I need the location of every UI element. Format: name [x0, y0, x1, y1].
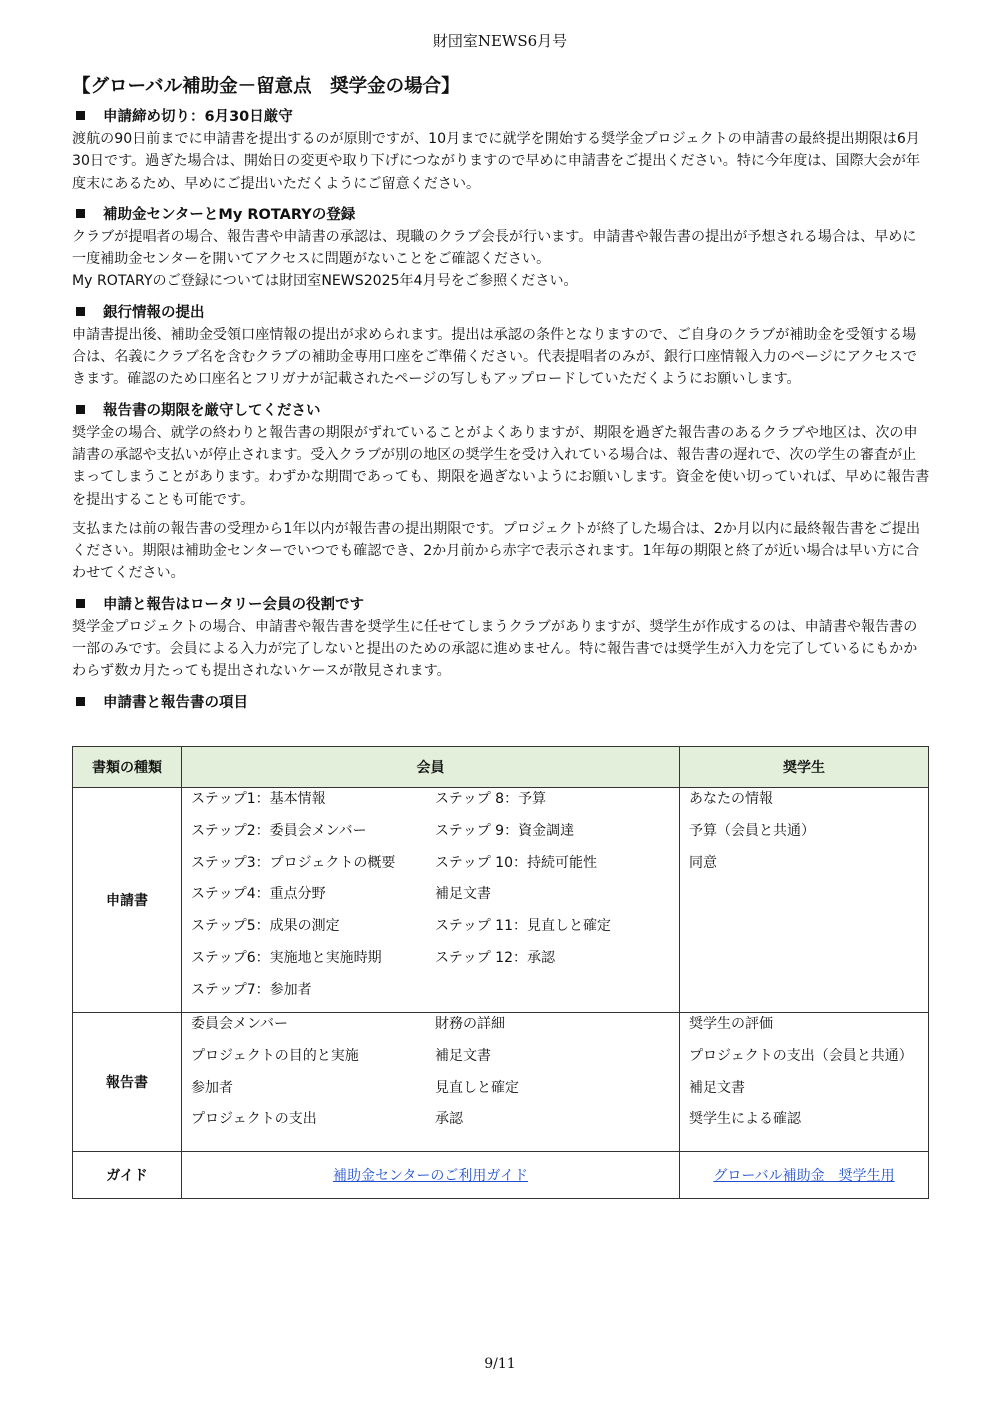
- section-report-deadline: [72, 400, 930, 585]
- table-row-report: [73, 1013, 929, 1152]
- square-bullet-icon: [76, 599, 85, 608]
- member-guide-cell: [182, 1152, 680, 1199]
- list-item: 参加者: [191, 1079, 233, 1096]
- section-paragraph: クラブが提唱者の場合、報告書や申請書の承認は、現職のクラブ会長が行います。申請書や報告書の提出が予想される場合は、早めに一度補助金センターを開いてアクセスに問題がないことをご確認ください。: [72, 228, 917, 268]
- table-row-application: [73, 788, 929, 1013]
- table-header-row: [73, 747, 929, 788]
- main-content: [72, 106, 930, 723]
- list-item: あなたの情報: [689, 791, 773, 807]
- member-items-cell: [182, 1013, 680, 1152]
- list-item: ステップ 10：持続可能性: [435, 854, 597, 871]
- section-heading: 補助金センターとMy ROTARYの登録: [72, 204, 930, 226]
- square-bullet-icon: [76, 405, 85, 414]
- member-items-col2: [435, 788, 679, 1011]
- member-items-col1: [191, 788, 435, 1011]
- list-item: ステップ4：重点分野: [191, 886, 326, 903]
- square-bullet-icon: [76, 111, 85, 120]
- member-guide-link[interactable]: 補助金センターのご利用ガイド: [332, 1168, 529, 1184]
- items-table: [72, 746, 929, 1199]
- section-bank-info: [72, 302, 930, 391]
- section-paragraph: 奨学金プロジェクトの場合、申請書や報告書を奨学生に任せてしまうクラブがありますが、奨学生が作成するのは、申請書や報告書の一部のみです。会員による入力が完了しないと提出のための承認に進めません。特に報告書では奨学生が入力を完了しているにもかかわらず数カ月たっても提出されないケースが散見されます。: [72, 618, 918, 680]
- list-item: 承認: [435, 1111, 463, 1128]
- section-paragraph: 奨学金の場合、就学の終わりと報告書の期限がずれていることがよくありますが、期限を過ぎた報告書のあるクラブや地区は、次の申請書の承認や支払いが停止されます。受入クラブが別の地区の奨学生を受け入れている場合は、報告書の遅れで、次の学生の審査が止まってしまうことがあります。わずかな期間であっても、期限を過ぎないようにお願いします。資金を使い切っていれば、早めに報告書を提出することも可能です。: [72, 424, 930, 508]
- list-item: ステップ6：実施地と実施時期: [191, 949, 382, 966]
- list-item: 補足文書: [435, 886, 491, 903]
- scholar-items-cell: [680, 1013, 929, 1152]
- list-item: ステップ 9：資金調達: [435, 822, 575, 839]
- scholar-guide-cell: [680, 1152, 929, 1199]
- list-item: 補足文書: [435, 1047, 491, 1064]
- table-header-member: 会員: [182, 747, 680, 788]
- list-item: 同意: [689, 854, 717, 871]
- section-heading: 銀行情報の提出: [72, 302, 930, 324]
- square-bullet-icon: [76, 209, 85, 218]
- row-label: 報告書: [73, 1013, 182, 1152]
- page-header: 財団室NEWS6月号: [432, 32, 568, 50]
- section-heading: 申請締め切り：6月30日厳守: [72, 106, 930, 128]
- section-paragraph: 申請書提出後、補助金受領口座情報の提出が求められます。提出は承認の条件となりますので、ご自身のクラブが補助金を受領する場合は、名義にクラブ名を含むクラブの補助金専用口座をご準備ください。代表提唱者のみが、銀行口座情報入力のページにアクセスできます。確認のため口座名とフリガナが記載されたページの写しもアップロードしていただくようにお願いします。: [72, 326, 917, 388]
- list-item: ステップ 11：見直しと確定: [435, 918, 611, 935]
- list-item: プロジェクトの目的と実施: [191, 1047, 359, 1064]
- row-label: 申請書: [73, 788, 182, 1013]
- page-title: 【グローバル補助金－留意点 奨学金の場合】: [72, 76, 460, 97]
- list-item: 奨学生による確認: [689, 1111, 801, 1128]
- member-items-col1: [191, 1013, 435, 1140]
- table-row-guide: [73, 1152, 929, 1199]
- section-heading: 報告書の期限を厳守してください: [72, 400, 930, 422]
- member-items-col2: [435, 1013, 679, 1140]
- section-deadline: [72, 106, 930, 195]
- scholar-items-cell: [680, 788, 929, 1013]
- square-bullet-icon: [76, 307, 85, 316]
- member-items-cell: [182, 788, 680, 1013]
- list-item: ステップ5：成果の測定: [191, 918, 340, 935]
- list-item: 予算（会員と共通）: [689, 822, 815, 839]
- list-item: 財務の詳細: [435, 1016, 505, 1032]
- list-item: 奨学生の評価: [689, 1016, 773, 1032]
- section-registration: [72, 204, 930, 293]
- list-item: ステップ7：参加者: [191, 981, 312, 998]
- section-paragraph: My ROTARYのご登録については財団室NEWS2025年4月号をご参照ください。: [72, 273, 578, 290]
- table-header-doc-type: 書類の種類: [73, 747, 182, 788]
- list-item: ステップ1：基本情報: [191, 791, 326, 807]
- list-item: プロジェクトの支出: [191, 1111, 317, 1128]
- list-item: 委員会メンバー: [191, 1016, 289, 1032]
- section-paragraph: 渡航の90日前までに申請書を提出するのが原則ですが、10月までに就学を開始する奨学金プロジェクトの申請書の最終提出期限は6月30日です。過ぎた場合は、開始日の変更や取り下げにつながりますので早めに申請書をご提出ください。特に今年度は、国際大会が年度末にあるため、早めにご提出いただくようにご留意ください。: [72, 131, 921, 192]
- table-header-scholar: 奨学生: [680, 747, 929, 788]
- list-item: 補足文書: [689, 1079, 745, 1096]
- list-item: ステップ2：委員会メンバー: [191, 822, 367, 839]
- list-item: 見直しと確定: [435, 1079, 519, 1096]
- list-item: プロジェクトの支出（会員と共通）: [689, 1047, 913, 1064]
- section-paragraph: 支払または前の報告書の受理から1年以内が報告書の提出期限です。プロジェクトが終了した場合は、2か月以内に最終報告書をご提出ください。期限は補助金センターでいつでも確認でき、2か月前から赤字で表示されます。1年毎の期限と終了が近い場合は早い方に合わせてください。: [72, 520, 921, 582]
- section-member-role: [72, 594, 930, 683]
- section-items: [72, 692, 930, 714]
- row-label: ガイド: [73, 1152, 182, 1199]
- list-item: ステップ 12：承認: [435, 949, 555, 966]
- square-bullet-icon: [76, 697, 85, 706]
- list-item: ステップ3：プロジェクトの概要: [191, 854, 396, 871]
- list-item: ステップ 8：予算: [435, 791, 547, 807]
- scholar-guide-link[interactable]: グローバル補助金 奨学生用: [713, 1168, 895, 1184]
- section-heading: 申請と報告はロータリー会員の役割です: [72, 594, 930, 616]
- page-number: 9/11: [484, 1356, 516, 1372]
- section-heading: 申請書と報告書の項目: [72, 692, 930, 714]
